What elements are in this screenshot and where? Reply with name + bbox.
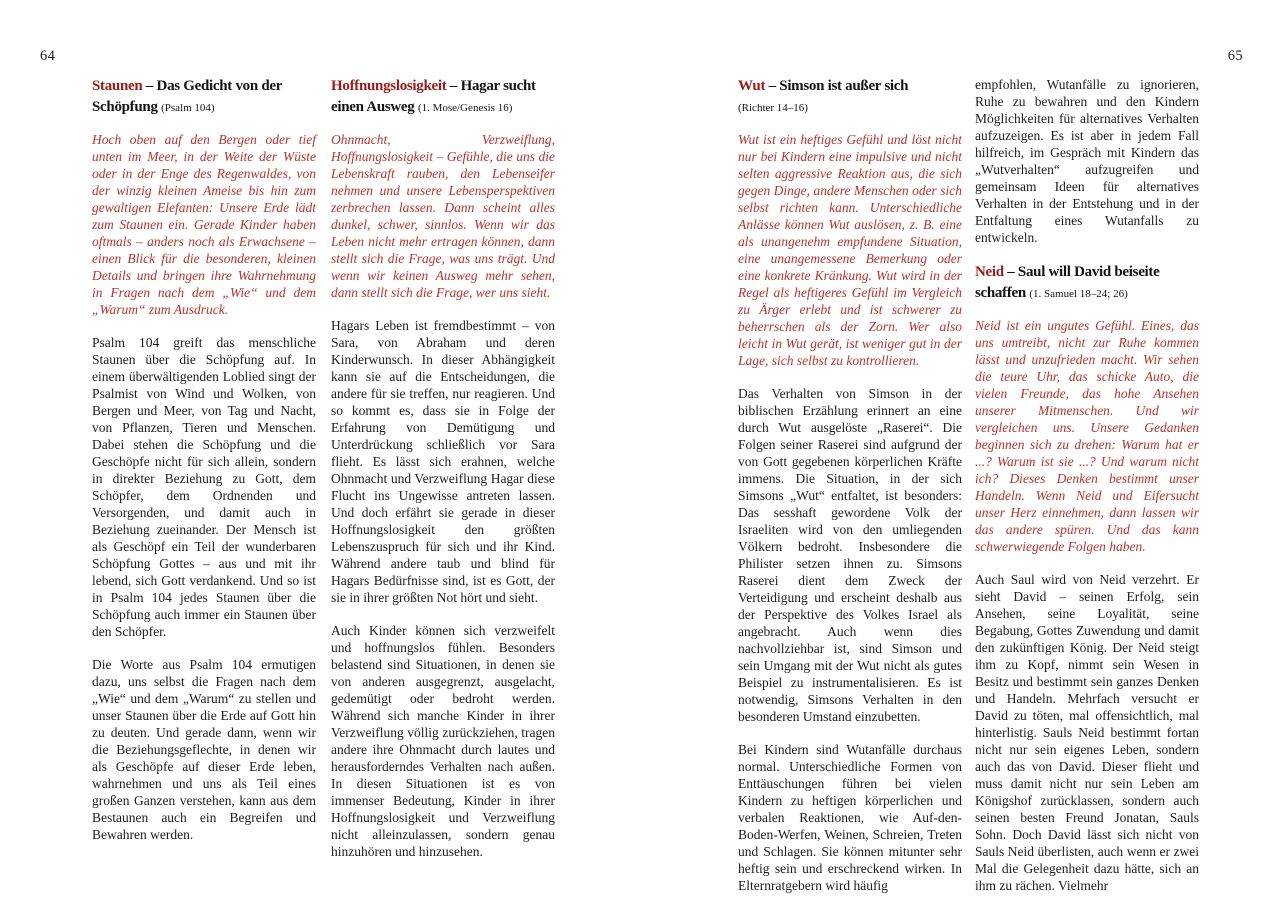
heading-title: – Hagar sucht einen Ausweg	[331, 78, 536, 115]
section-heading-neid	[975, 262, 1199, 305]
heading-scripture-reference: (Richter 14–16)	[738, 102, 808, 114]
body-paragraph: Psalm 104 greift das menschliche Staunen über die Schöpfung auf. In einem überwältigenden Loblied singt der Psalmist von Wind und Wolken, von Bergen und Meer, von Tag und Nacht, von Pflanzen, Tieren und Menschen. Dabei stehen die Schöpfung und die Geschöpfe nicht für sich allein, sondern in direkter Beziehung zu Gott, dem Schöpfer, dem Ordnenden und Versorgenden, und damit auch in Beziehung zueinander. Der Mensch ist als Geschöpf ein Teil der wunderbaren Schöpfung Gottes – aus und mit ihr lebend, sich Gott verdankend. Und so ist in Psalm 104 jedes Staunen über die Schöpfung auch immer ein Staunen über den Schöpfer.	[92, 335, 316, 639]
column-hoffnungslosigkeit	[331, 76, 555, 860]
column-wut	[738, 76, 962, 894]
section-heading-hoffnungslosigkeit	[331, 76, 555, 119]
intro-paragraph: Wut ist ein heftiges Gefühl und löst nicht nur bei Kindern eine impulsive und nicht selten aggressive Reaktion aus, die sich gegen Dinge, andere Menschen oder sich selbst richten kann. Unterschiedliche Anlässe können Wut auslösen, z. B. eine als unangenehm empfundene Situation, eine unangemessene Bemerkung oder eine konkrete Kränkung. Wut wird in der Regel als heftigeres Gefühl im Vergleich zu Ärger erlebt und ist schwerer zu beherrschen als der Zorn. Wer also leicht in Wut gerät, ist weniger gut in der Lage, sich selbst zu kontrollieren.	[738, 132, 962, 368]
column-staunen	[92, 76, 316, 843]
body-paragraph-continuation: empfohlen, Wutanfälle zu ignorieren, Ruhe zu bewahren und den Kindern Möglichkeiten für alternatives Verhalten aufzuzeigen. Es ist aber in jedem Fall hilfreich, im Gespräch mit Kindern das „Wutverhalten“ aufzugreifen und gemeinsam Ideen für alternatives Verhalten in der Entstehung und in der Entfaltung eines Wutanfalls zu entwickeln.	[975, 77, 1199, 245]
heading-scripture-reference: (1. Samuel 18–24; 26)	[1029, 288, 1128, 300]
section-heading-staunen	[92, 76, 316, 119]
body-paragraph: Auch Saul wird von Neid verzehrt. Er sieht David – seinen Erfolg, sein Ansehen, seine Loyalität, seine Begabung, Gottes Zuwendung und damit den zukünftigen König. Der Neid steigt ihm zu Kopf, nimmt sein Wesen in Besitz und bestimmt sein ganzes Denken und Handeln. Mehrfach versucht er David zu töten, mal offensichtlich, mal hinterlistig. Sauls Neid bestimmt fortan nicht nur sein eigenes Leben, sondern auch das von David. Dieser flieht und muss damit nicht nur sein Leben am Königshof zurücklassen, sondern auch seinen besten Freund Jonatan, Sauls Sohn. Doch David lässt sich nicht von Sauls Neid überlisten, auch wenn er zwei Mal die Gelegenheit dazu hätte, sich an ihm zu rächen. Vielmehr	[975, 572, 1199, 893]
section-heading-wut	[738, 76, 962, 119]
heading-keyword: Wut	[738, 78, 766, 94]
body-paragraph: Auch Kinder können sich verzweifelt und hoffnungslos fühlen. Besonders belastend sind Situationen, in denen sie von anderen ausgegrenzt, ausgelacht, gedemütigt oder bedroht werden. Während sich manche Kinder in ihrer Verzweiflung völlig zurückziehen, tragen andere ihre Ohnmacht durch lautes und herausforderndes Verhalten nach außen. In diesen Situationen ist es von immenser Bedeutung, Kinder in ihrer Hoffnungslosigkeit und Verzweiflung nicht alleinzulassen, sondern genau hinzuhören und hinzusehen.	[331, 623, 555, 859]
body-paragraph: Das Verhalten von Simson in der biblischen Erzählung erinnert an eine durch Wut ausgelöste „Raserei“. Die Folgen seiner Raserei sind aufgrund der von Gott gegebenen körperlichen Kräfte immens. Die Situation, in der sich Simsons „Wut“ entfaltet, ist besonders: Das sesshaft gewordene Volk der Israeliten wird von den umliegenden Völkern bedroht. Insbesondere die Philister setzen ihnen zu. Simsons Raserei dient dem Zweck der Verteidigung und erscheint deshalb aus der Perspektive des Volkes Israel als angebracht. Auch wenn dies nachvollziehbar ist, sind Simson und sein Umgang mit der Wut nicht als gutes Beispiel zu instrumentalisieren. Es ist notwendig, Simsons Verhalten in den besonderen Umstand einzubetten.	[738, 386, 962, 724]
heading-scripture-reference: (Psalm 104)	[161, 102, 215, 114]
column-neid	[975, 76, 1199, 894]
intro-paragraph: Hoch oben auf den Bergen oder tief unten im Meer, in der Weite der Wüste oder in der Enge des Regenwaldes, von der winzig kleinen Ameise bis hin zum gewaltigen Elefanten: Unsere Erde lädt zum Staunen ein. Gerade Kinder haben oftmals – anders noch als Erwachsene – einen Blick für die besonderen, kleinen Details und bringen ihre Wahrnehmung in Fragen nach dem „Wie“ und dem „Warum“ zum Ausdruck.	[92, 132, 316, 317]
heading-keyword: Hoffnungslosigkeit	[331, 78, 447, 94]
heading-title: – Das Gedicht von der Schöpfung	[92, 78, 282, 115]
body-paragraph: Hagars Leben ist fremdbestimmt – von Sara, von Abraham und deren Kinderwunsch. In dieser Abhängigkeit kann sie auf die Entscheidungen, die andere für sie treffen, nur reagieren. Und so kommt es, dass sie in Folge der Erfahrung von Demütigung und Unterdrückung schließlich vor Sara flieht. Es lässt sich erahnen, welche Ohnmacht und Verzweiflung Hagar diese Flucht ins Ungewisse antreten lassen. Und doch erfährt sie gerade in dieser Hoffnungslosigkeit den größten Lebenszuspruch für sich und ihr Kind. Während andere taub und blind für Hagars Bedürfnisse sind, ist es Gott, der sie in ihrer größten Not hört und sieht.	[331, 318, 555, 605]
page-number-right: 65	[1227, 48, 1243, 64]
intro-paragraph: Ohnmacht, Verzweiflung, Hoffnungslosigkeit – Gefühle, die uns die Lebenskraft rauben, den Lebenseifer nehmen und unsere Lebensperspektiven zerbrechen lassen. Dann scheint alles dunkel, schwer, sinnlos. Wenn wir das Leben nicht mehr ertragen können, dann stellt sich die Frage, was uns trägt. Und wenn wir keinen Ausweg mehr sehen, dann stellt sich die Frage, wer uns sieht.	[331, 132, 555, 300]
page-number-left: 64	[40, 48, 56, 64]
heading-keyword: Neid	[975, 264, 1004, 280]
heading-keyword: Staunen	[92, 78, 143, 94]
body-paragraph: Bei Kindern sind Wutanfälle durchaus normal. Unterschiedliche Formen von Enttäuschungen führen bei vielen Kindern zu heftigen körperlichen und verbalen Reaktionen, wie Auf-den-Boden-Werfen, Weinen, Schreien, Treten und Schlagen. Sie können mitunter sehr heftig sein und erschreckend wirken. In Elternratgebern wird häufig	[738, 742, 962, 893]
body-paragraph: Die Worte aus Psalm 104 ermutigen dazu, uns selbst die Fragen nach dem „Wie“ und dem „Warum“ zu stellen und unser Staunen über die Erde auf Gott hin zu deuten. Und gerade dann, wenn wir die Beziehungsgeflechte, in denen wir als Geschöpfe auf dieser Erde leben, wahrnehmen und uns als Teil eines großen Ganzen verstehen, kann aus dem Bestaunen auch ein Begreifen und Bewahren werden.	[92, 657, 316, 842]
heading-title: – Simson ist außer sich	[768, 78, 909, 94]
intro-paragraph: Neid ist ein ungutes Gefühl. Eines, das uns umtreibt, nicht zur Ruhe kommen lässt und unzufrieden macht. Wir sehen die teure Uhr, das schicke Auto, die vielen Freunde, das hohe Ansehen unserer Mitmenschen. Und wir vergleichen uns. Unsere Gedanken beginnen sich zu drehen: Warum hat er ...? Warum ist sie ...? Und warum nicht ich? Dieses Denken bestimmt unser Handeln. Wenn Neid und Eifersucht unser Herz einnehmen, dann lassen wir das andere spüren. Und das kann schwerwiegende Folgen haben.	[975, 318, 1199, 554]
heading-title: – Saul will David beiseite schaffen	[975, 264, 1160, 301]
heading-scripture-reference: (1. Mose/Genesis 16)	[417, 102, 513, 114]
